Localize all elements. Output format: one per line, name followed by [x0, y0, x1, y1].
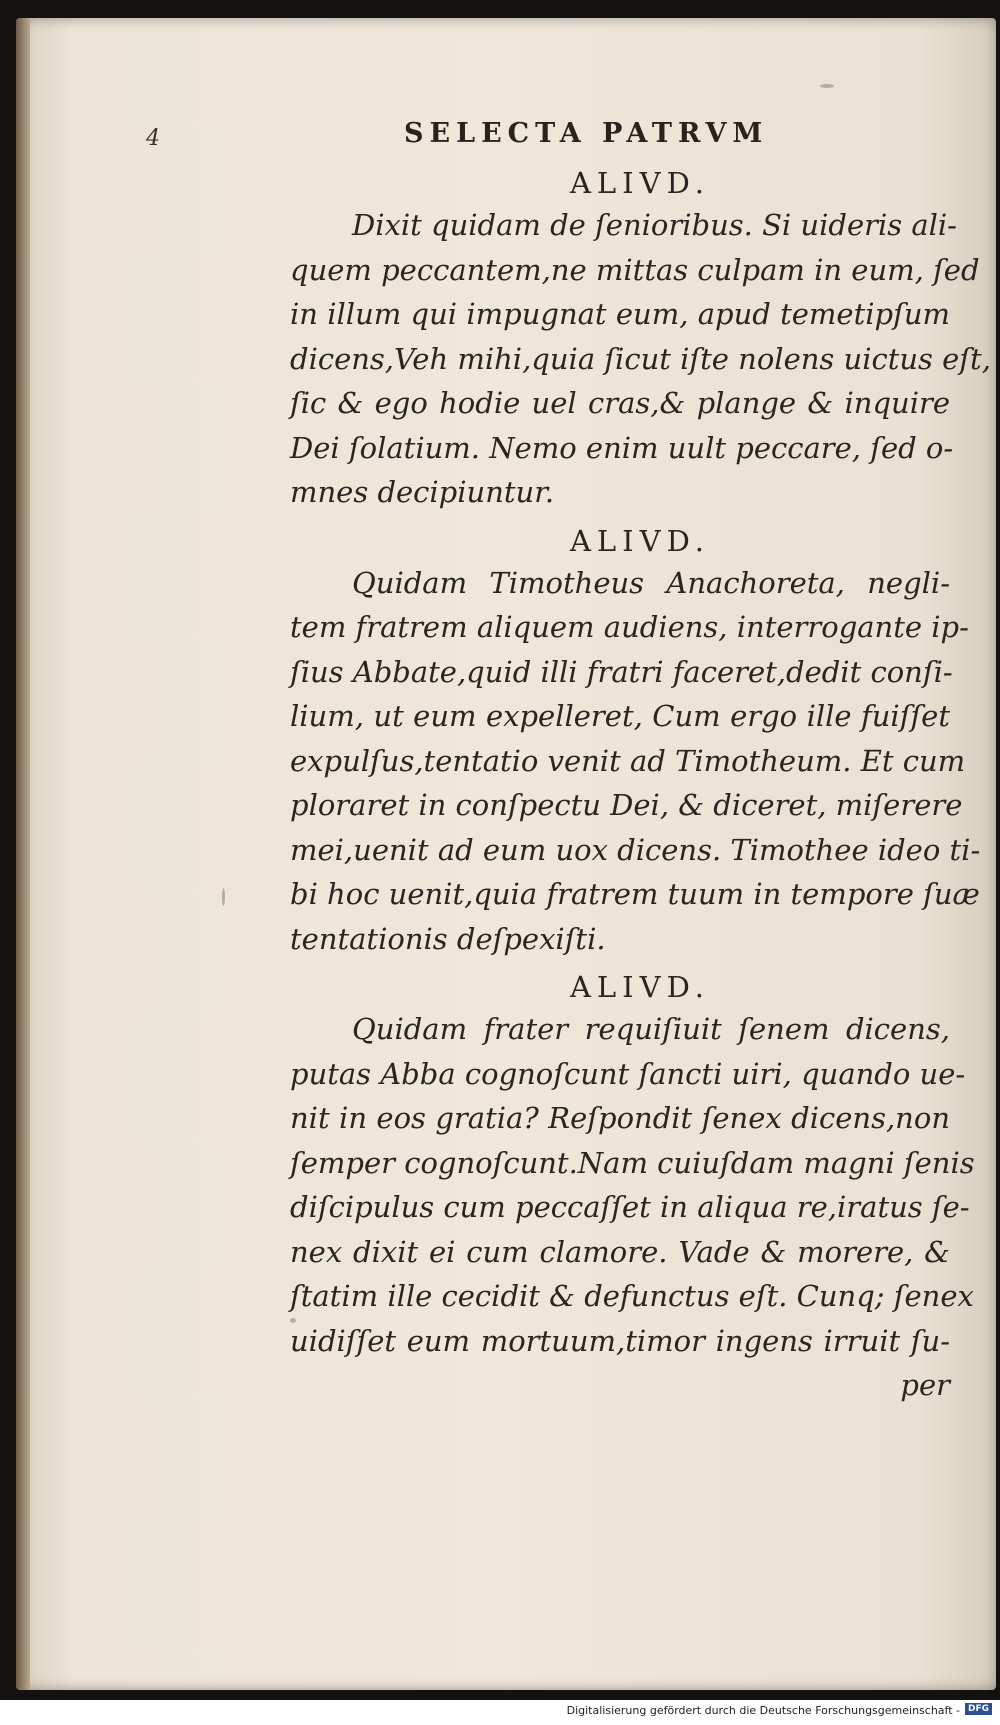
text-line: bi hoc uenit,quia fratrem tuum in tempore ſuæ [290, 877, 980, 911]
text-line: Dei ſolatium. Nemo enim uult peccare, ſed o- [290, 430, 954, 465]
section-heading: ALIVD. [569, 523, 711, 558]
catchword: per [900, 1368, 950, 1402]
text-line: uidiſſet eum mortuum,timor ingens irruit ſu- [290, 1323, 950, 1358]
text-line: nex dixit ei cum clamore. Vade & morere, & [290, 1234, 950, 1269]
text-line: mnes decipiuntur. [290, 475, 555, 509]
text-line: putas Abba cognoſcunt ſancti uiri, quando ue- [290, 1056, 966, 1091]
dfg-logo: DFG [965, 1703, 992, 1715]
text-line: diſcipulus cum peccaſſet in aliqua re,iratus ſe- [290, 1190, 970, 1224]
ink-speck [820, 84, 834, 88]
text-line: lium, ut eum expelleret, Cum ergo ille fuiſſet [290, 699, 950, 733]
page-edge [16, 18, 30, 1690]
text-line: tentationis deſpexiſti. [290, 921, 606, 956]
text-line: ſemper cognoſcunt.Nam cuiuſdam magni ſenis [290, 1145, 975, 1180]
text-line: nit in eos gratia? Reſpondit ſenex dicens,non [290, 1101, 950, 1135]
ink-speck [222, 888, 225, 906]
text-line: ſius Abbate,quid illi fratri faceret,dedit conſi- [290, 654, 953, 689]
text-line: in illum qui impugnat eum, apud temetipſum [290, 297, 950, 331]
body-text [290, 163, 991, 1408]
section-heading: ALIVD. [569, 166, 711, 200]
funding-note: Digitalisierung gefördert durch die Deutsche Forschungsgemeinschaft - [566, 1704, 960, 1717]
text-line: Dixit quidam de ſenioribus. Si uideris ali- [352, 208, 957, 242]
text-line: mei,uenit ad eum uox dicens. Timothee ideo ti- [290, 832, 981, 867]
folio-number: 4 [146, 126, 160, 151]
text-line: expulſus,tentatio venit ad Timotheum. Et cum [290, 743, 966, 778]
text-line: Quidam frater requiſiuit ſenem dicens, [352, 1012, 950, 1046]
text-line: Quidam Timotheus Anachoreta, negli- [352, 565, 950, 600]
text-line: ſtatim ille cecidit & defunctus eſt. Cunq; ſenex [290, 1279, 974, 1313]
text-line: dicens,Veh mihi,quia ſicut iſte nolens uictus eſt, [290, 341, 991, 376]
text-line: ſic & ego hodie uel cras,& plange & inquire [290, 386, 950, 420]
running-head: SELECTA PATRVM [404, 118, 769, 149]
text-line: tem fratrem aliquem audiens, interrogante ip- [290, 610, 969, 644]
text-line: ploraret in conſpectu Dei, & diceret, miſerere [290, 788, 963, 822]
section-heading: ALIVD. [569, 970, 711, 1004]
text-line: quem peccantem,ne mittas culpam in eum, ſed [290, 252, 980, 287]
